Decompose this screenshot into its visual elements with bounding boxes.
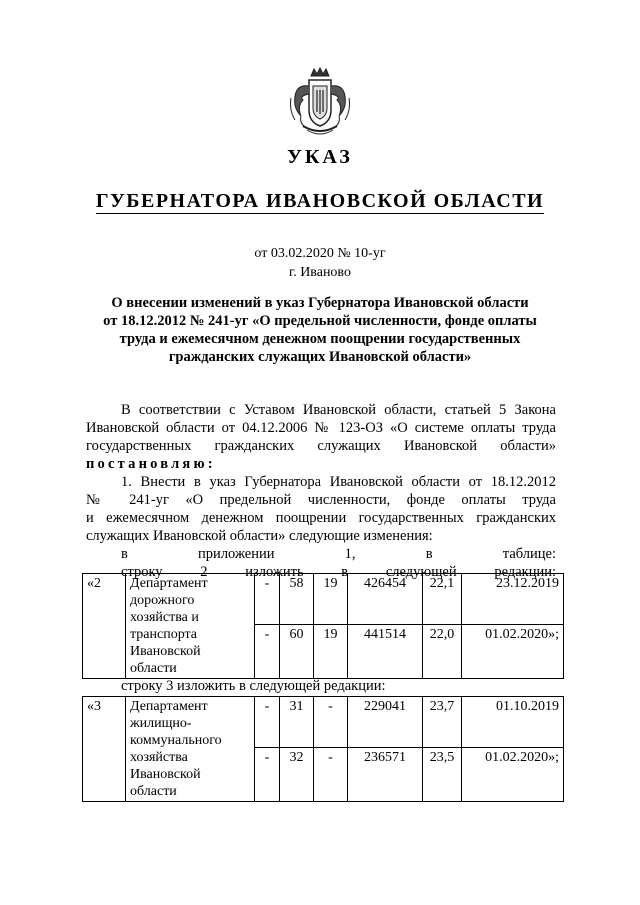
table-cell: 441514 bbox=[348, 625, 423, 679]
issuer-title: ГУБЕРНАТОРА ИВАНОВСКОЙ ОБЛАСТИ bbox=[95, 190, 545, 212]
table-cell: 01.10.2019 bbox=[462, 697, 564, 748]
table-cell: 23,5 bbox=[423, 748, 462, 802]
table-cell: - bbox=[255, 697, 280, 748]
document-type-title: УКАЗ bbox=[287, 146, 353, 168]
table-cell: 236571 bbox=[348, 748, 423, 802]
table-cell: - bbox=[255, 748, 280, 802]
table-cell: 60 bbox=[280, 625, 314, 679]
table-cell-number: «3 bbox=[83, 697, 126, 802]
decree-heading: О внесении изменений в указ Губернатора Ивановской области от 18.12.2012 № 241-уг «О предельной численности, фонде оплаты труда и ежемесячном денежном поощрении государственных гражданских служащих Ивановской области» bbox=[103, 295, 537, 365]
table-cell: 32 bbox=[280, 748, 314, 802]
body-line: В соответствии с Уставом Ивановской области, статьей 5 Закона bbox=[121, 402, 556, 418]
table-cell-department: Департамент жилищно- коммунального хозяйства Ивановской области bbox=[126, 697, 255, 802]
body-line: государственных гражданских служащих Ивановской области» bbox=[86, 438, 556, 454]
decree-city: г. Иваново bbox=[289, 265, 351, 280]
table-cell-department: Департамент дорожного хозяйства и транспорта Ивановской области bbox=[126, 574, 255, 679]
table-cell: - bbox=[314, 748, 348, 802]
amendment-table-row-2 bbox=[82, 573, 564, 679]
body-line: в приложении 1, в таблице: bbox=[121, 546, 556, 562]
table-cell: 23.12.2019 bbox=[462, 574, 564, 625]
body-line: Ивановской области от 04.12.2006 № 123-ОЗ «О системе оплаты труда bbox=[86, 420, 556, 436]
decree-resolution-word: постановляю: bbox=[86, 456, 216, 472]
body-line: строку 2 изложить в следующей редакции: bbox=[121, 564, 556, 580]
table-cell: 19 bbox=[314, 574, 348, 625]
decree-date-number: от 03.02.2020 № 10-уг bbox=[254, 246, 386, 261]
decree-body bbox=[86, 401, 556, 581]
table-cell: 58 bbox=[280, 574, 314, 625]
table-cell: 19 bbox=[314, 625, 348, 679]
table-cell: - bbox=[255, 574, 280, 625]
body-line: 1. Внести в указ Губернатора Ивановской области от 18.12.2012 bbox=[121, 474, 556, 490]
table-row bbox=[83, 697, 564, 748]
table-cell: 23,7 bbox=[423, 697, 462, 748]
table-cell-number: «2 bbox=[83, 574, 126, 679]
body-line: и ежемесячном денежном поощрении государственных гражданских bbox=[86, 510, 556, 526]
body-line: строку 3 изложить в следующей редакции: bbox=[121, 678, 386, 694]
table-cell: 426454 bbox=[348, 574, 423, 625]
coat-of-arms-emblem bbox=[287, 66, 353, 138]
table-cell: - bbox=[314, 697, 348, 748]
body-line: служащих Ивановской области» следующие изменения: bbox=[86, 528, 433, 544]
table-cell: 22,1 bbox=[423, 574, 462, 625]
table-cell: 01.02.2020»; bbox=[462, 625, 564, 679]
table-cell: - bbox=[255, 625, 280, 679]
table-cell: 22,0 bbox=[423, 625, 462, 679]
table-cell: 229041 bbox=[348, 697, 423, 748]
table-cell: 01.02.2020»; bbox=[462, 748, 564, 802]
table-cell: 31 bbox=[280, 697, 314, 748]
body-line: № 241-уг «О предельной численности, фонде оплаты труда bbox=[86, 492, 556, 508]
table-row bbox=[83, 574, 564, 625]
amendment-table-row-3 bbox=[82, 696, 564, 802]
